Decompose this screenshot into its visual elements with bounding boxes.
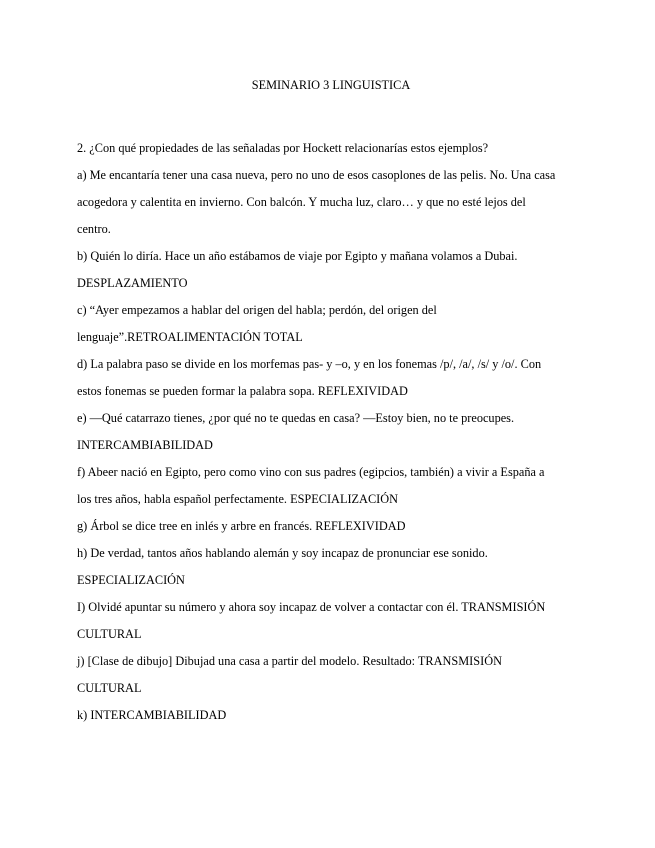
answer-line: lenguaje”.RETROALIMENTACIÓN TOTAL	[77, 330, 303, 344]
document-title: SEMINARIO 3 LINGUISTICA	[251, 78, 411, 92]
answer-g	[77, 513, 577, 540]
answer-line: centro.	[77, 222, 111, 236]
answer-c	[77, 297, 577, 351]
answer-line: CULTURAL	[77, 681, 142, 695]
answer-i	[77, 594, 577, 648]
answer-d	[77, 351, 577, 405]
answer-line: f) Abeer nació en Egipto, pero como vino con sus padres (egipcios, también) a vivir a España a	[77, 465, 545, 479]
answer-j	[77, 648, 577, 702]
answer-line: k) INTERCAMBIABILIDAD	[77, 708, 227, 722]
answer-line: INTERCAMBIABILIDAD	[77, 438, 213, 452]
answer-line: g) Árbol se dice tree en inlés y arbre en francés. REFLEXIVIDAD	[77, 519, 406, 533]
answer-line: e) —Qué catarrazo tienes, ¿por qué no te quedas en casa? —Estoy bien, no te preocupes.	[77, 411, 515, 425]
answer-line: CULTURAL	[77, 627, 142, 641]
answer-line: b) Quién lo diría. Hace un año estábamos de viaje por Egipto y mañana volamos a Dubai.	[77, 249, 518, 263]
answer-e	[77, 405, 577, 459]
answer-h	[77, 540, 577, 594]
question-text: 2. ¿Con qué propiedades de las señaladas por Hockett relacionarías estos ejemplos?	[77, 141, 489, 155]
answer-line: ESPECIALIZACIÓN	[77, 573, 185, 587]
answer-f	[77, 459, 577, 513]
answer-line: h) De verdad, tantos años hablando alemán y soy incapaz de pronunciar ese sonido.	[77, 546, 488, 560]
answer-b	[77, 243, 577, 297]
answer-line: DESPLAZAMIENTO	[77, 276, 188, 290]
answer-line: a) Me encantaría tener una casa nueva, pero no uno de esos casoplones de las pelis. No. Una casa	[77, 168, 556, 182]
answer-line: j) [Clase de dibujo] Dibujad una casa a partir del modelo. Resultado: TRANSMISIÓN	[77, 654, 502, 668]
answer-line: estos fonemas se pueden formar la palabra sopa. REFLEXIVIDAD	[77, 384, 408, 398]
answer-k	[77, 702, 577, 729]
answer-line: I) Olvidé apuntar su número y ahora soy incapaz de volver a contactar con él. TRANSMISIÓN	[77, 600, 546, 614]
answer-line: acogedora y calentita en invierno. Con balcón. Y mucha luz, claro… y que no esté lejos del	[77, 195, 526, 209]
answer-a	[77, 162, 577, 243]
answer-line: c) “Ayer empezamos a hablar del origen del habla; perdón, del origen del	[77, 303, 437, 317]
answer-line: d) La palabra paso se divide en los morfemas pas- y –o, y en los fonemas /p/, /a/, /s/ y /o/. Con	[77, 357, 542, 371]
answer-line: los tres años, habla español perfectamente. ESPECIALIZACIÓN	[77, 492, 398, 506]
